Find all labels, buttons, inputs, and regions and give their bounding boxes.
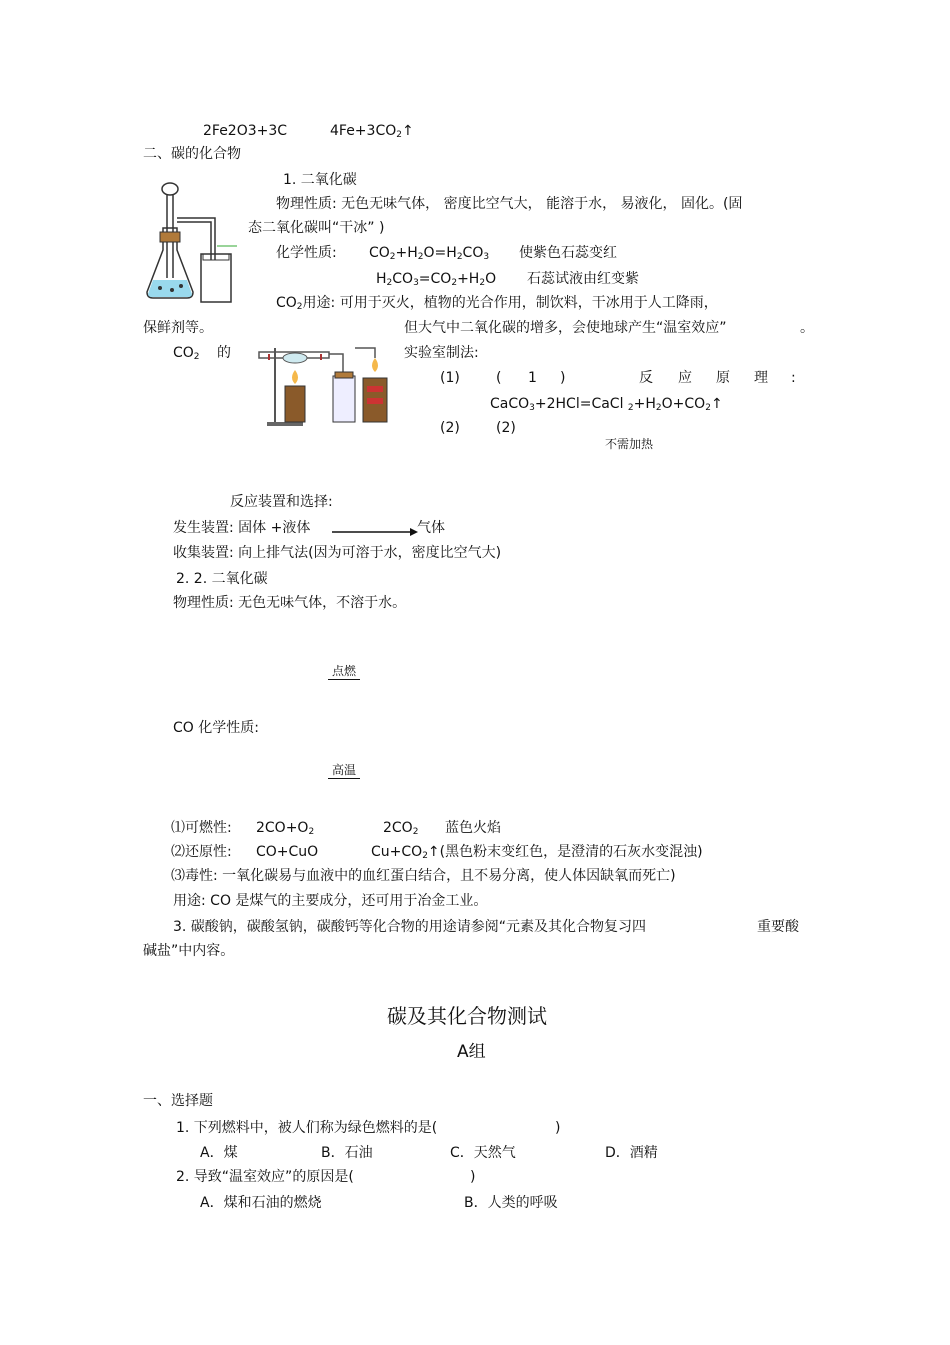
apparatus-heading: 反应装置和选择:	[230, 494, 333, 510]
eq-fe-product: $4Fe+3CO_2↑$	[330, 123, 414, 140]
co-chem-label: CO 化学性质:	[173, 720, 259, 736]
co2-heading: 1. 二氧化碳	[283, 172, 357, 188]
test-title: 碳及其化合物测试	[387, 1004, 547, 1028]
choice-heading: 一、选择题	[143, 1093, 213, 1109]
co2-greenhouse: 但大气中二氧化碳的增多，会使地球产生“温室效应”	[404, 320, 727, 336]
ignite-label: 点燃	[328, 665, 360, 680]
reducibility-label: ⑵还原性:	[171, 844, 232, 860]
co2-chem-eq1-note: 使紫色石蕊变红	[519, 245, 617, 261]
co2-physical-cont: 态二氧化碳叫“干冰” )	[248, 220, 385, 236]
question-1-close: )	[555, 1120, 561, 1136]
q2-option-b: B．人类的呼吸	[464, 1195, 558, 1211]
p2-sub: (2)	[496, 420, 516, 436]
q2-option-a: A．煤和石油的燃烧	[200, 1195, 322, 1211]
generator-device: 发生装置: 固体 +液体	[173, 520, 311, 536]
q1-option-b: B．石油	[321, 1145, 373, 1161]
eq-caco3: CaCO$_3$+2HCl=CaCl $_2+H_2O+CO_2↑$	[490, 396, 723, 413]
question-2: 2. 导致“温室效应”的原因是(	[176, 1169, 354, 1185]
high-temp-label: 高温	[328, 764, 360, 779]
question-2-close: )	[470, 1169, 476, 1185]
paragraph-3-cont: 碱盐”中内容。	[143, 943, 235, 959]
principle-char-3: 原	[716, 370, 730, 386]
reduction-products: $Cu+CO_2↑$(黑色粉末变红色，是澄清的石灰水变混浊)	[371, 844, 703, 861]
co2-chem-eq2-note: 石蕊试液由红变紫	[527, 271, 639, 287]
collection-device: 收集装置: 向上排气法(因为可溶于水，密度比空气大)	[173, 545, 502, 561]
co2-lab-label: $CO_2$	[173, 345, 200, 362]
principle-paren-open: (	[496, 370, 502, 386]
lab-method: 实验室制法:	[404, 345, 479, 361]
co-physical: 物理性质: 无色无味气体，不溶于水。	[173, 595, 407, 611]
q1-option-d: D．酒精	[605, 1145, 658, 1161]
principle-char-4: 理	[754, 370, 768, 386]
paragraph-3: 3. 碳酸钠，碳酸氢钠，碳酸钙等化合物的用途请参阅“元素及其化合物复习四	[173, 919, 647, 935]
co2-chem-eq2: $H_2CO_3=CO_2+H_2O$	[376, 271, 497, 288]
group-title: A组	[457, 1042, 486, 1062]
eq-fe2o3: 2Fe2O3+3C	[203, 123, 288, 139]
q1-option-a: A．煤	[200, 1145, 238, 1161]
alcohol-lamp-apparatus-icon	[255, 328, 390, 428]
combustion-product: $2CO_2$	[383, 820, 419, 837]
co2-uses: $CO_2$用途: 可用于灭火，植物的光合作用，制饮料，干冰用于人工降雨，	[276, 295, 718, 312]
combustibility-label: ⑴可燃性:	[171, 820, 232, 836]
co2-uses-cont: 保鲜剂等。	[143, 320, 213, 336]
co-uses: 用途: CO 是煤气的主要成分，还可用于冶金工业。	[173, 893, 488, 909]
reduction-reactants: CO+CuO	[256, 844, 319, 860]
flask-apparatus-icon	[145, 180, 241, 306]
principle-colon: :	[791, 370, 796, 386]
co2-chem-eq1: $CO_2+H_2O=H_2CO_3$	[369, 245, 490, 262]
paragraph-3-end: 重要酸	[757, 919, 799, 935]
principle-sub-num: 1	[528, 370, 537, 386]
no-heat-note: 不需加热	[605, 437, 654, 451]
blue-flame: 蓝色火焰	[445, 820, 501, 836]
co2-greenhouse-end: 。	[800, 320, 814, 336]
arrow-icon	[332, 526, 418, 538]
co2-lab-de: 的	[217, 345, 231, 361]
generator-gas: 气体	[417, 520, 445, 536]
principle-char-2: 应	[678, 370, 692, 386]
principle-char-1: 反	[639, 370, 653, 386]
q1-option-c: C．天然气	[450, 1145, 516, 1161]
principle-paren-close: )	[560, 370, 566, 386]
section-heading: 二、碳的化合物	[143, 146, 241, 162]
principle-num: (1)	[440, 370, 460, 386]
question-1: 1. 下列燃料中，被人们称为绿色燃料的是(	[176, 1120, 438, 1136]
co2-chem-label: 化学性质:	[276, 245, 337, 261]
toxicity: ⑶毒性: 一氧化碳易与血液中的血红蛋白结合，且不易分离，使人体因缺氧而死亡)	[171, 868, 676, 884]
co-heading: 2. 2. 二氧化碳	[176, 571, 268, 587]
p2-num: (2)	[440, 420, 460, 436]
co2-physical: 物理性质: 无色无味气体， 密度比空气大， 能溶于水， 易液化， 固化。(固	[276, 196, 743, 212]
combustion-reactants: $2CO+O_2$	[256, 820, 315, 837]
